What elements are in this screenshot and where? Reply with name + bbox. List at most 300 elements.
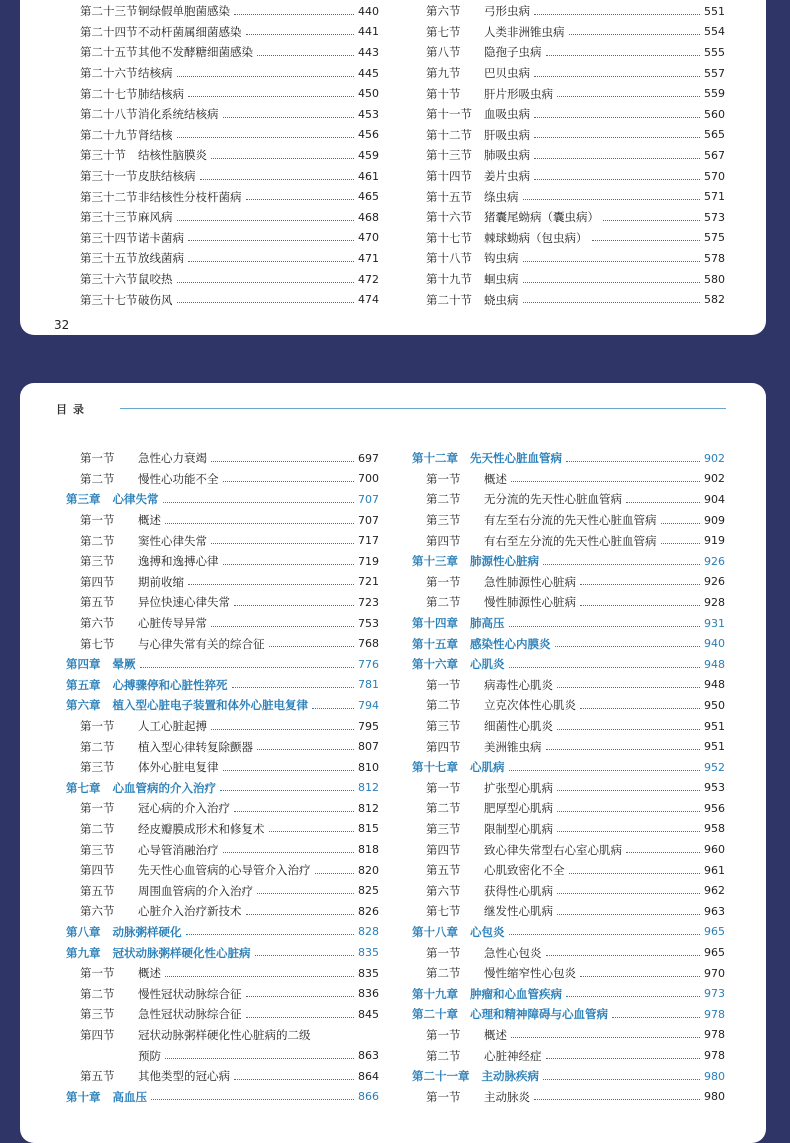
entry-page-number: 818 bbox=[358, 843, 379, 857]
toc-section-entry[interactable] bbox=[66, 248, 379, 269]
header-rule bbox=[120, 408, 726, 409]
dot-leader bbox=[509, 924, 701, 935]
toc-section-entry[interactable] bbox=[412, 489, 725, 510]
entry-number: 第一节 bbox=[80, 719, 115, 734]
entry-title: 概述 bbox=[138, 513, 161, 528]
entry-page-number: 919 bbox=[704, 534, 725, 548]
entry-page-number: 963 bbox=[704, 904, 725, 918]
entry-page-number: 902 bbox=[704, 472, 725, 486]
entry-number: 第二十五节 bbox=[80, 45, 138, 60]
dot-leader bbox=[557, 883, 700, 894]
entry-number: 第三节 bbox=[426, 821, 461, 836]
entry-title: 慢性心功能不全 bbox=[138, 471, 219, 486]
entry-title: 心导管消融治疗 bbox=[138, 842, 219, 857]
entry-number: 第一节 bbox=[426, 1027, 461, 1042]
dot-leader bbox=[546, 739, 701, 750]
toc-section-entry[interactable] bbox=[412, 42, 725, 63]
entry-page-number: 807 bbox=[358, 740, 379, 754]
toc-column-right bbox=[412, 448, 725, 1107]
toc-chapter-entry[interactable] bbox=[412, 757, 725, 778]
toc-chapter-entry[interactable] bbox=[66, 778, 379, 799]
entry-title: 异位快速心律失常 bbox=[138, 595, 230, 610]
toc-section-entry[interactable] bbox=[412, 778, 725, 799]
entry-title: 概述 bbox=[484, 471, 507, 486]
toc-column-right bbox=[412, 1, 725, 310]
toc-section-entry[interactable] bbox=[412, 942, 725, 963]
entry-title: 预防 bbox=[138, 1048, 161, 1063]
toc-section-entry[interactable] bbox=[66, 736, 379, 757]
entry-page-number: 776 bbox=[358, 657, 379, 671]
toc-chapter-entry[interactable] bbox=[412, 1066, 725, 1087]
toc-chapter-entry[interactable] bbox=[66, 489, 379, 510]
entry-number: 第十七节 bbox=[426, 230, 472, 245]
entry-title: 病毒性心肌炎 bbox=[484, 677, 553, 692]
toc-chapter-entry[interactable] bbox=[412, 551, 725, 572]
entry-title: 与心律失常有关的综合征 bbox=[138, 636, 265, 651]
entry-title: 人类非洲锥虫病 bbox=[484, 24, 565, 39]
entry-page-number: 578 bbox=[704, 251, 725, 265]
entry-number: 第十二章 bbox=[412, 451, 458, 466]
entry-number: 第三十三节 bbox=[80, 210, 138, 225]
toc-section-entry[interactable] bbox=[412, 880, 725, 901]
toc-section-entry[interactable] bbox=[412, 289, 725, 310]
entry-number: 第四节 bbox=[80, 863, 115, 878]
entry-number: 第四节 bbox=[426, 842, 461, 857]
entry-page-number: 721 bbox=[358, 575, 379, 589]
entry-title: 急性心包炎 bbox=[484, 945, 542, 960]
entry-page-number: 978 bbox=[704, 1028, 725, 1042]
entry-title: 急性肺源性心脏病 bbox=[484, 574, 576, 589]
dot-leader bbox=[246, 1007, 355, 1018]
entry-page-number: 719 bbox=[358, 554, 379, 568]
entry-number: 第二节 bbox=[426, 966, 461, 981]
entry-title: 美洲锥虫病 bbox=[484, 739, 542, 754]
entry-number: 第十八章 bbox=[412, 924, 458, 939]
entry-number: 第十九章 bbox=[412, 986, 458, 1001]
entry-number: 第一节 bbox=[80, 451, 115, 466]
entry-page-number: 820 bbox=[358, 863, 379, 877]
toc-section-entry[interactable] bbox=[66, 819, 379, 840]
entry-page-number: 450 bbox=[358, 87, 379, 101]
toc-section-entry[interactable] bbox=[66, 186, 379, 207]
toc-section-entry[interactable] bbox=[66, 83, 379, 104]
entry-number: 第六节 bbox=[426, 4, 461, 19]
toc-section-entry[interactable] bbox=[412, 22, 725, 43]
entry-title: 棘球蚴病（包虫病） bbox=[484, 230, 588, 245]
toc-section-entry[interactable] bbox=[412, 695, 725, 716]
dot-leader bbox=[580, 574, 700, 585]
dot-leader bbox=[534, 66, 700, 77]
toc-section-entry[interactable] bbox=[66, 269, 379, 290]
dot-leader bbox=[626, 842, 700, 853]
page-number: 32 bbox=[54, 318, 70, 332]
entry-number: 第三节 bbox=[80, 760, 115, 775]
entry-title: 其他不发酵糖细菌感染 bbox=[138, 45, 253, 60]
dot-leader bbox=[546, 1048, 701, 1059]
entry-number: 第二节 bbox=[426, 801, 461, 816]
toc-chapter-entry[interactable] bbox=[412, 654, 725, 675]
dot-leader bbox=[543, 554, 700, 565]
entry-title: 绦虫病 bbox=[484, 189, 519, 204]
entry-title: 获得性心肌病 bbox=[484, 883, 553, 898]
entry-page-number: 953 bbox=[704, 781, 725, 795]
toc-section-entry[interactable] bbox=[66, 633, 379, 654]
toc-section-entry[interactable] bbox=[66, 839, 379, 860]
entry-number: 第三节 bbox=[80, 554, 115, 569]
toc-section-entry[interactable] bbox=[412, 269, 725, 290]
toc-chapter-entry[interactable] bbox=[412, 448, 725, 469]
entry-page-number: 468 bbox=[358, 210, 379, 224]
toc-section-entry[interactable] bbox=[66, 757, 379, 778]
dot-leader bbox=[257, 45, 354, 56]
dot-leader bbox=[177, 210, 355, 221]
entry-title: 巴贝虫病 bbox=[484, 66, 530, 81]
dot-leader bbox=[557, 677, 700, 688]
entry-number: 第一节 bbox=[426, 1089, 461, 1104]
toc-section-entry[interactable] bbox=[66, 613, 379, 634]
entry-title: 慢性缩窄性心包炎 bbox=[484, 966, 576, 981]
entry-title: 慢性冠状动脉综合征 bbox=[138, 986, 242, 1001]
entry-number: 第二节 bbox=[426, 595, 461, 610]
entry-page-number: 926 bbox=[704, 554, 725, 568]
dot-leader bbox=[557, 780, 700, 791]
dot-leader bbox=[523, 292, 701, 303]
toc-chapter-entry[interactable] bbox=[66, 942, 379, 963]
entry-number: 第一节 bbox=[80, 513, 115, 528]
toc-section-entry[interactable] bbox=[412, 166, 725, 187]
toc-section-entry[interactable] bbox=[66, 530, 379, 551]
toc-section-entry[interactable] bbox=[66, 592, 379, 613]
entry-title: 先天性心血管病的心导管介入治疗 bbox=[138, 863, 311, 878]
entry-page-number: 570 bbox=[704, 169, 725, 183]
toc-section-entry[interactable] bbox=[66, 860, 379, 881]
toc-section-entry[interactable] bbox=[412, 963, 725, 984]
entry-number: 第二节 bbox=[426, 698, 461, 713]
entry-number: 第九节 bbox=[426, 66, 461, 81]
entry-title: 肝片形吸虫病 bbox=[484, 86, 553, 101]
toc-section-entry[interactable] bbox=[66, 1025, 379, 1046]
toc-section-entry[interactable] bbox=[412, 125, 725, 146]
entry-number: 第二十节 bbox=[426, 292, 472, 307]
entry-page-number: 582 bbox=[704, 293, 725, 307]
entry-number: 第二十一章 bbox=[412, 1069, 470, 1084]
toc-section-entry[interactable] bbox=[412, 839, 725, 860]
dot-leader bbox=[626, 492, 700, 503]
entry-title: 诺卡菌病 bbox=[138, 230, 184, 245]
entry-page-number: 554 bbox=[704, 25, 725, 39]
toc-section-entry[interactable] bbox=[66, 551, 379, 572]
entry-page-number: 980 bbox=[704, 1069, 725, 1083]
entry-page-number: 863 bbox=[358, 1049, 379, 1063]
toc-section-entry[interactable] bbox=[412, 248, 725, 269]
toc-chapter-entry[interactable] bbox=[412, 983, 725, 1004]
entry-page-number: 835 bbox=[358, 946, 379, 960]
dot-leader bbox=[546, 945, 701, 956]
entry-title: 肺源性心脏病 bbox=[470, 554, 539, 569]
toc-section-entry[interactable] bbox=[66, 880, 379, 901]
toc-section-entry[interactable] bbox=[66, 510, 379, 531]
entry-title: 植入型心脏电子装置和体外心脏电复律 bbox=[112, 698, 308, 713]
dot-leader bbox=[188, 86, 354, 97]
toc-chapter-entry[interactable] bbox=[66, 1086, 379, 1107]
entry-title: 心搏骤停和心脏性猝死 bbox=[112, 677, 228, 692]
entry-page-number: 571 bbox=[704, 190, 725, 204]
dot-leader bbox=[223, 554, 355, 565]
entry-number: 第二十九节 bbox=[80, 127, 138, 142]
entry-page-number: 815 bbox=[358, 822, 379, 836]
toc-section-entry[interactable] bbox=[66, 1045, 379, 1066]
dot-leader bbox=[511, 1027, 700, 1038]
entry-number: 第五章 bbox=[66, 677, 101, 692]
entry-title: 人工心脏起搏 bbox=[138, 719, 207, 734]
toc-section-entry[interactable] bbox=[412, 145, 725, 166]
toc-section-entry[interactable] bbox=[66, 1004, 379, 1025]
dot-leader bbox=[555, 636, 701, 647]
entry-number: 第三十一节 bbox=[80, 169, 138, 184]
entry-page-number: 707 bbox=[358, 492, 379, 506]
entry-page-number: 456 bbox=[358, 128, 379, 142]
entry-title: 逸搏和逸搏心律 bbox=[138, 554, 219, 569]
dot-leader bbox=[246, 24, 355, 35]
toc-section-entry[interactable] bbox=[412, 592, 725, 613]
toc-chapter-entry[interactable] bbox=[66, 695, 379, 716]
toc-section-entry[interactable] bbox=[412, 1025, 725, 1046]
entry-page-number: 472 bbox=[358, 272, 379, 286]
entry-number: 第二节 bbox=[80, 821, 115, 836]
entry-title: 窦性心律失常 bbox=[138, 533, 207, 548]
toc-section-entry[interactable] bbox=[412, 675, 725, 696]
entry-title: 先天性心脏血管病 bbox=[470, 451, 562, 466]
toc-section-entry[interactable] bbox=[412, 469, 725, 490]
entry-page-number: 565 bbox=[704, 128, 725, 142]
dot-leader bbox=[255, 945, 355, 956]
dot-leader bbox=[566, 986, 700, 997]
entry-title: 隐孢子虫病 bbox=[484, 45, 542, 60]
entry-page-number: 440 bbox=[358, 4, 379, 18]
entry-title: 不动杆菌属细菌感染 bbox=[138, 24, 242, 39]
toc-chapter-entry[interactable] bbox=[412, 613, 725, 634]
entry-page-number: 926 bbox=[704, 575, 725, 589]
toc-chapter-entry[interactable] bbox=[66, 675, 379, 696]
toc-section-entry[interactable] bbox=[412, 63, 725, 84]
entry-title: 姜片虫病 bbox=[484, 169, 530, 184]
toc-section-entry[interactable] bbox=[66, 125, 379, 146]
dot-leader bbox=[557, 821, 700, 832]
toc-section-entry[interactable] bbox=[412, 1, 725, 22]
entry-number: 第三十七节 bbox=[80, 292, 138, 307]
entry-number: 第十章 bbox=[66, 1089, 101, 1104]
toc-section-entry[interactable] bbox=[66, 63, 379, 84]
entry-page-number: 580 bbox=[704, 272, 725, 286]
toc-section-entry[interactable] bbox=[66, 901, 379, 922]
toc-chapter-entry[interactable] bbox=[66, 654, 379, 675]
toc-section-entry[interactable] bbox=[66, 166, 379, 187]
toc-section-entry[interactable] bbox=[412, 510, 725, 531]
entry-title: 放线菌病 bbox=[138, 251, 184, 266]
toc-section-entry[interactable] bbox=[412, 819, 725, 840]
toc-section-entry[interactable] bbox=[66, 469, 379, 490]
toc-section-entry[interactable] bbox=[412, 207, 725, 228]
entry-title: 心脏传导异常 bbox=[138, 616, 207, 631]
dot-leader bbox=[257, 739, 354, 750]
dot-leader bbox=[546, 45, 701, 56]
entry-page-number: 866 bbox=[358, 1090, 379, 1104]
entry-page-number: 980 bbox=[704, 1090, 725, 1104]
toc-section-entry[interactable] bbox=[66, 1, 379, 22]
entry-page-number: 928 bbox=[704, 595, 725, 609]
entry-title: 猪囊尾蚴病（囊虫病） bbox=[484, 210, 599, 225]
entry-title: 结核性脑膜炎 bbox=[138, 148, 207, 163]
entry-number: 第十二节 bbox=[426, 127, 472, 142]
entry-title: 其他类型的冠心病 bbox=[138, 1069, 230, 1084]
dot-leader bbox=[661, 513, 701, 524]
entry-number: 第三十节 bbox=[80, 148, 126, 163]
entry-number: 第一节 bbox=[426, 945, 461, 960]
toc-section-entry[interactable] bbox=[412, 572, 725, 593]
entry-title: 心血管病的介入治疗 bbox=[112, 780, 216, 795]
entry-title: 急性冠状动脉综合征 bbox=[138, 1007, 242, 1022]
dot-leader bbox=[186, 924, 355, 935]
dot-leader bbox=[211, 533, 354, 544]
entry-title: 心包炎 bbox=[470, 924, 505, 939]
entry-title: 蛲虫病 bbox=[484, 292, 519, 307]
toc-section-entry[interactable] bbox=[412, 104, 725, 125]
toc-section-entry[interactable] bbox=[66, 1066, 379, 1087]
dot-leader bbox=[223, 107, 355, 118]
entry-number: 第二十八节 bbox=[80, 107, 138, 122]
entry-page-number: 781 bbox=[358, 678, 379, 692]
toc-section-entry[interactable] bbox=[66, 42, 379, 63]
toc-section-entry[interactable] bbox=[412, 530, 725, 551]
toc-page-bottom bbox=[20, 383, 766, 1143]
entry-page-number: 795 bbox=[358, 719, 379, 733]
entry-number: 第五节 bbox=[80, 595, 115, 610]
entry-page-number: 717 bbox=[358, 534, 379, 548]
entry-title: 扩张型心肌病 bbox=[484, 780, 553, 795]
dot-leader bbox=[246, 189, 355, 200]
entry-page-number: 835 bbox=[358, 966, 379, 980]
entry-number: 第十六章 bbox=[412, 657, 458, 672]
toc-column-left bbox=[66, 1, 379, 310]
toc-section-entry[interactable] bbox=[66, 798, 379, 819]
entry-page-number: 960 bbox=[704, 843, 725, 857]
entry-number: 第一节 bbox=[426, 780, 461, 795]
entry-number: 第四章 bbox=[66, 657, 101, 672]
toc-section-entry[interactable] bbox=[412, 798, 725, 819]
toc-section-entry[interactable] bbox=[412, 228, 725, 249]
dot-leader bbox=[211, 616, 354, 627]
toc-section-entry[interactable] bbox=[412, 1045, 725, 1066]
entry-title: 冠心病的介入治疗 bbox=[138, 801, 230, 816]
entry-page-number: 904 bbox=[704, 492, 725, 506]
entry-number: 第六节 bbox=[426, 883, 461, 898]
toc-section-entry[interactable] bbox=[412, 1086, 725, 1107]
entry-page-number: 700 bbox=[358, 472, 379, 486]
toc-section-entry[interactable] bbox=[66, 572, 379, 593]
toc-section-entry[interactable] bbox=[66, 448, 379, 469]
entry-title: 心脏神经症 bbox=[484, 1048, 542, 1063]
dot-leader bbox=[557, 719, 700, 730]
entry-page-number: 697 bbox=[358, 451, 379, 465]
entry-page-number: 453 bbox=[358, 107, 379, 121]
toc-section-entry[interactable] bbox=[66, 289, 379, 310]
toc-section-entry[interactable] bbox=[66, 963, 379, 984]
entry-number: 第三节 bbox=[426, 513, 461, 528]
toc-chapter-entry[interactable] bbox=[66, 922, 379, 943]
entry-number: 第一节 bbox=[426, 677, 461, 692]
entry-page-number: 940 bbox=[704, 637, 725, 651]
entry-title: 继发性心肌病 bbox=[484, 904, 553, 919]
entry-title: 高血压 bbox=[112, 1089, 147, 1104]
toc-chapter-entry[interactable] bbox=[412, 922, 725, 943]
dot-leader bbox=[151, 1089, 354, 1100]
dot-leader bbox=[557, 904, 700, 915]
entry-title: 消化系统结核病 bbox=[138, 107, 219, 122]
entry-page-number: 961 bbox=[704, 863, 725, 877]
toc-section-entry[interactable] bbox=[66, 104, 379, 125]
toc-section-entry[interactable] bbox=[412, 186, 725, 207]
entry-number: 第六节 bbox=[80, 616, 115, 631]
toc-section-entry[interactable] bbox=[66, 145, 379, 166]
entry-number: 第十四节 bbox=[426, 169, 472, 184]
entry-title: 立克次体性心肌炎 bbox=[484, 698, 576, 713]
entry-number: 第七章 bbox=[66, 780, 101, 795]
toc-section-entry[interactable] bbox=[66, 207, 379, 228]
entry-title: 体外心脏电复律 bbox=[138, 760, 219, 775]
dot-leader bbox=[523, 272, 701, 283]
toc-section-entry[interactable] bbox=[412, 860, 725, 881]
dot-leader bbox=[223, 760, 355, 771]
dot-leader bbox=[315, 863, 355, 874]
entry-page-number: 956 bbox=[704, 801, 725, 815]
dot-leader bbox=[509, 760, 701, 771]
entry-page-number: 970 bbox=[704, 966, 725, 980]
entry-title: 心理和精神障碍与心血管病 bbox=[470, 1007, 608, 1022]
entry-title: 铜绿假单胞菌感染 bbox=[138, 4, 230, 19]
dot-leader bbox=[188, 574, 354, 585]
toc-section-entry[interactable] bbox=[66, 22, 379, 43]
toc-section-entry[interactable] bbox=[66, 716, 379, 737]
toc-chapter-entry[interactable] bbox=[412, 1004, 725, 1025]
entry-number: 第一节 bbox=[426, 471, 461, 486]
dot-leader bbox=[188, 251, 354, 262]
entry-number: 第一节 bbox=[80, 801, 115, 816]
dot-leader bbox=[246, 986, 355, 997]
entry-number: 第二节 bbox=[80, 739, 115, 754]
entry-number: 第五节 bbox=[80, 1069, 115, 1084]
dot-leader bbox=[269, 636, 355, 647]
entry-page-number: 864 bbox=[358, 1069, 379, 1083]
dot-leader bbox=[234, 801, 354, 812]
page-header: 目录 bbox=[56, 403, 90, 416]
toc-column-left bbox=[66, 448, 379, 1107]
toc-chapter-entry[interactable] bbox=[412, 633, 725, 654]
toc-section-entry[interactable] bbox=[66, 983, 379, 1004]
dot-leader bbox=[557, 801, 700, 812]
entry-page-number: 965 bbox=[704, 925, 725, 939]
entry-page-number: 555 bbox=[704, 45, 725, 59]
entry-number: 第三十五节 bbox=[80, 251, 138, 266]
toc-section-entry[interactable] bbox=[66, 228, 379, 249]
toc-section-entry[interactable] bbox=[412, 83, 725, 104]
toc-section-entry[interactable] bbox=[412, 736, 725, 757]
toc-section-entry[interactable] bbox=[412, 901, 725, 922]
toc-page-top bbox=[20, 0, 766, 335]
entry-page-number: 952 bbox=[704, 760, 725, 774]
toc-section-entry[interactable] bbox=[412, 716, 725, 737]
entry-number: 第二十四节 bbox=[80, 24, 138, 39]
entry-number: 第三节 bbox=[80, 1007, 115, 1022]
